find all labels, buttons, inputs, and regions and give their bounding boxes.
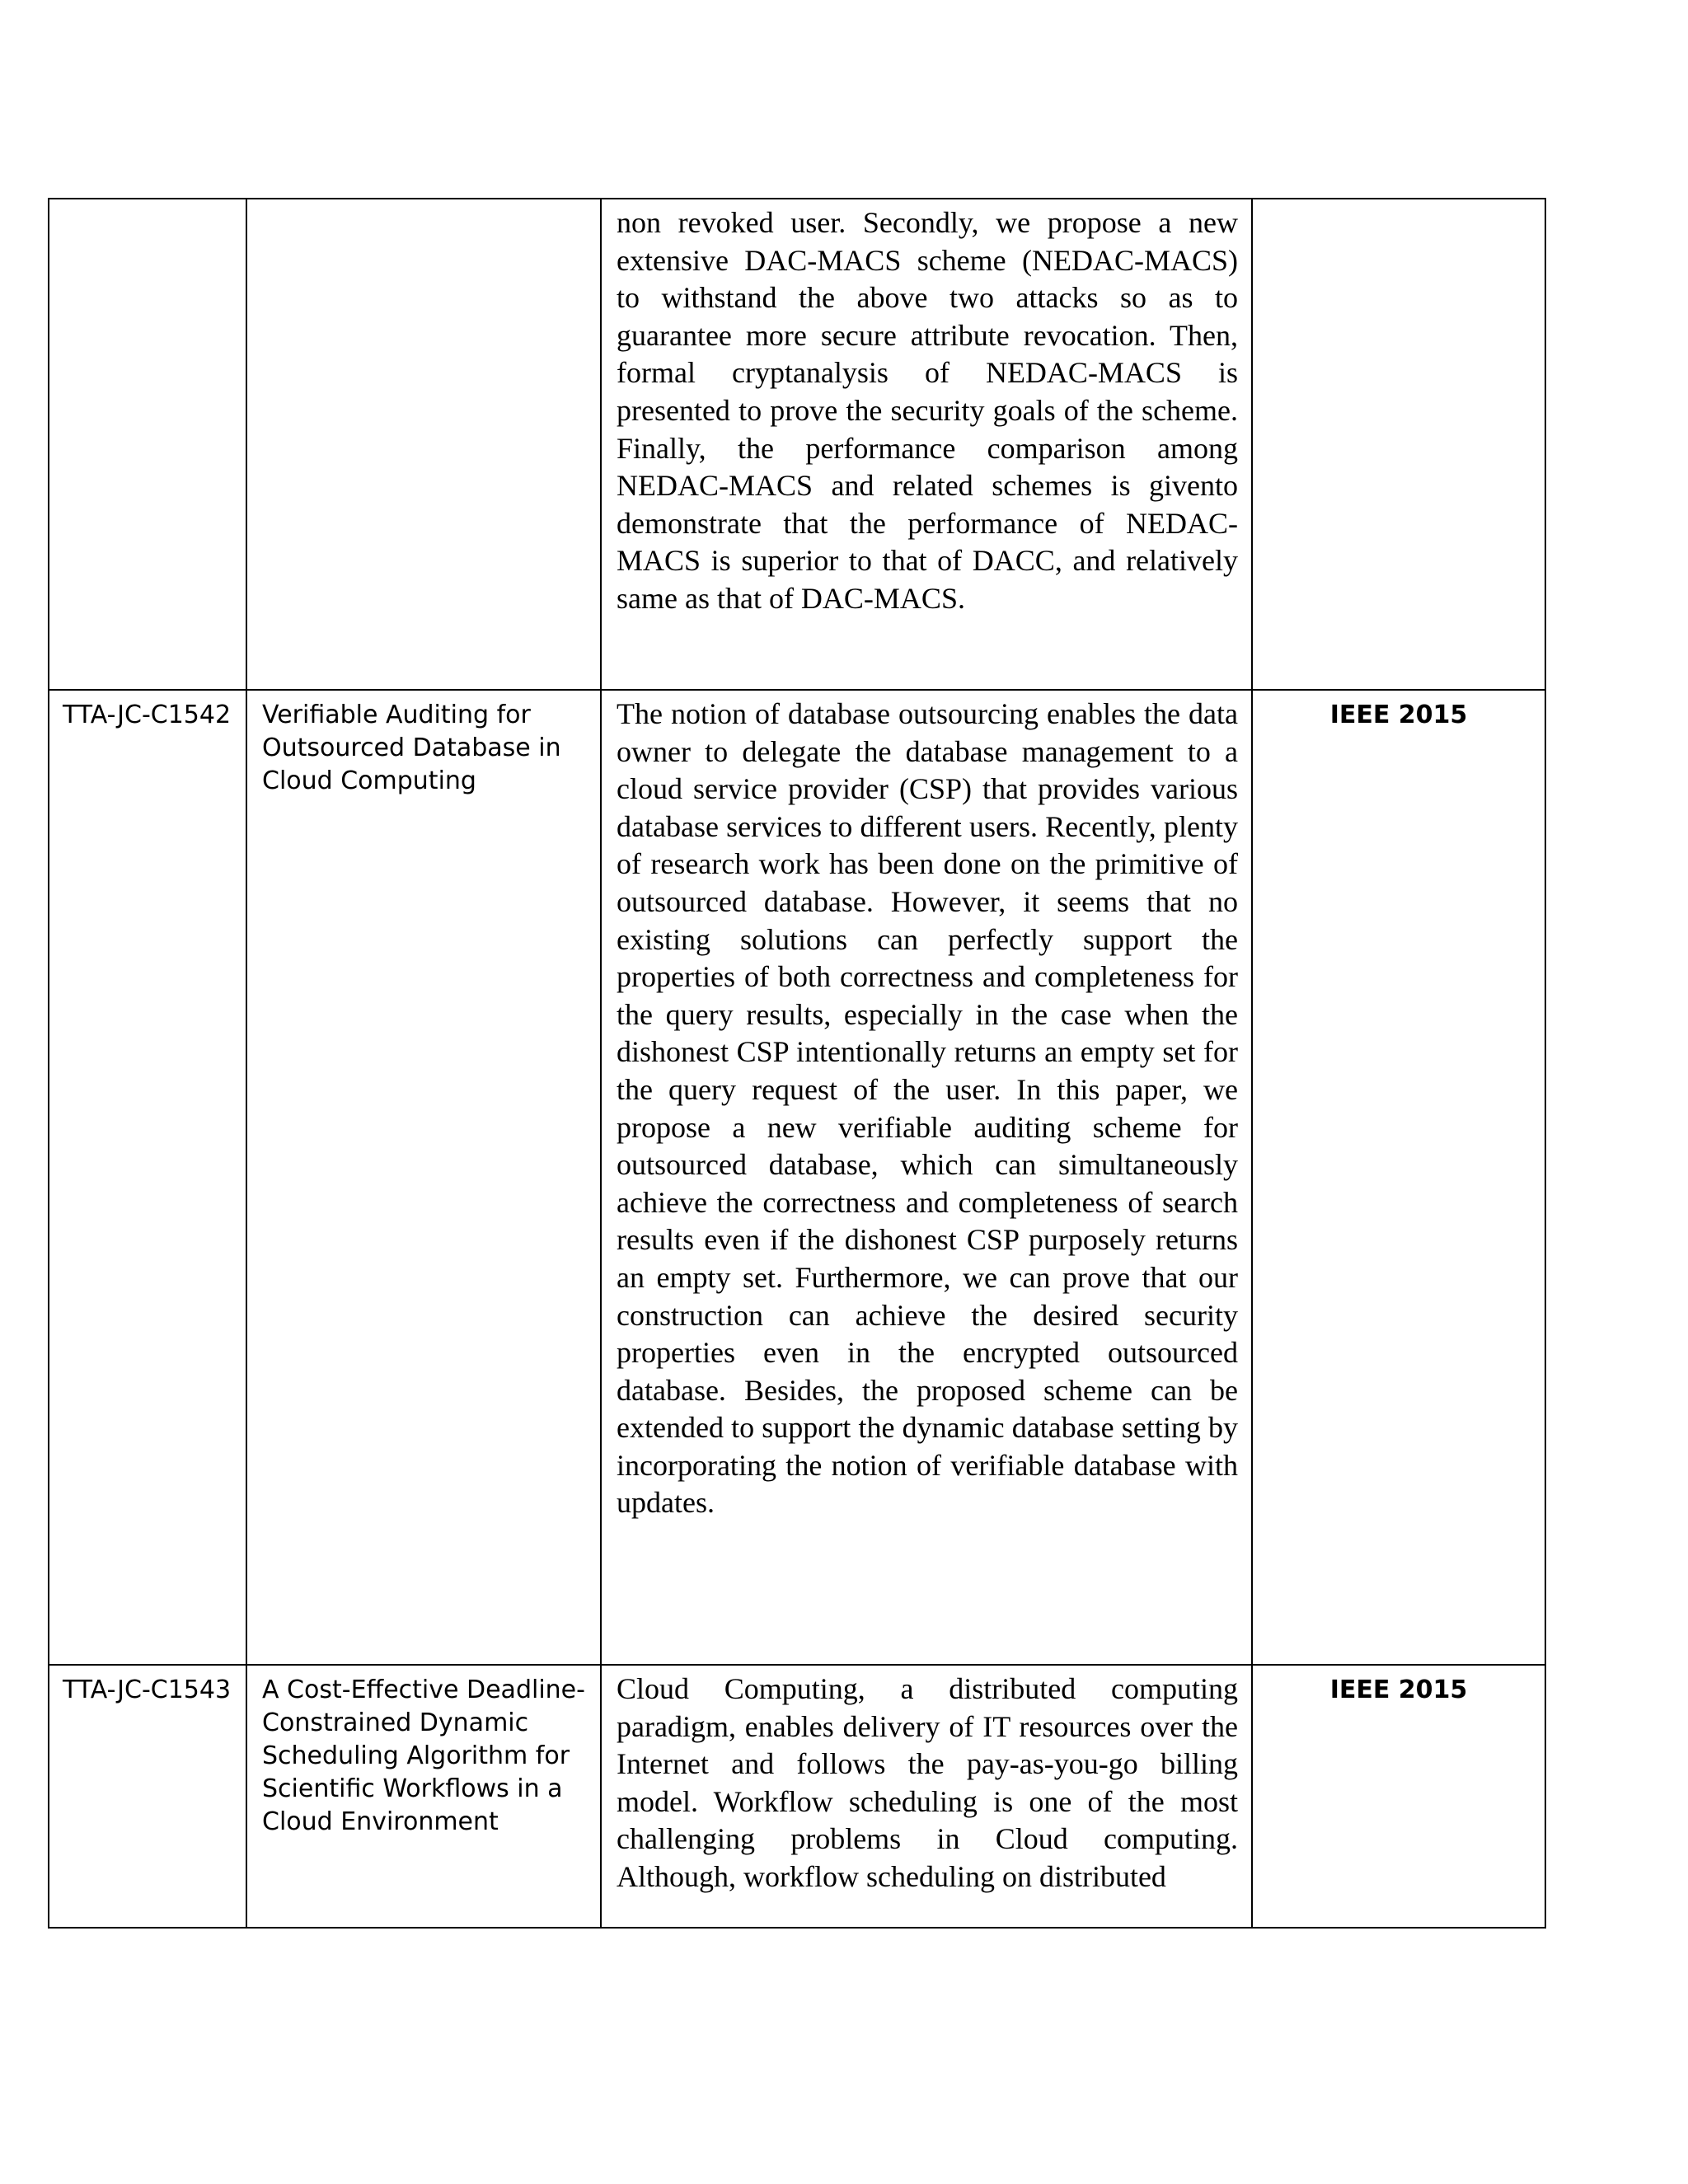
abstract-cell <box>601 690 1252 1665</box>
year-cell <box>1252 199 1545 690</box>
abstract-cell <box>601 1665 1252 1928</box>
project-title-cell <box>246 199 601 690</box>
project-abstract: The notion of database outsourcing enables the data owner to delegate the database management to a cloud service provider (CSP) that provides various database services to different users. Recently, plenty of research work has been done on the primitive of outsourced database. However, it seems that no existing solutions can perfectly support the properties of both correctness and completeness for the query results, especially in the case when the dishonest CSP intentionally returns an empty set for the query request of the user. In this paper, we propose a new verifiable auditing scheme for outsourced database, which can simultaneously achieve the correctness and completeness of search results even if the dishonest CSP purposely returns an empty set. Furthermore, we can prove that our construction can achieve the desired security properties even in the encrypted outsourced database. Besides, the proposed scheme can be extended to support the dynamic database setting by incorporating the notion of verifiable database with updates. <box>617 697 1238 1520</box>
project-abstract: non revoked user. Secondly, we propose a new extensive DAC-MACS scheme (NEDAC-MACS) to withstand the above two attacks so as to guarantee more secure attribute revocation. Then, formal cryptanalysis of NEDAC-MACS is presented to prove the security goals of the scheme. Finally, the performance comparison among NEDAC-MACS and related schemes is givento demonstrate that the performance of NEDAC-MACS is superior to that of DACC, and relatively same as that of DAC-MACS. <box>617 206 1238 615</box>
abstract-cell <box>601 199 1252 690</box>
year-cell <box>1252 1665 1545 1928</box>
year-cell <box>1252 690 1545 1665</box>
project-title: Verifiable Auditing for Outsourced Database in Cloud Computing <box>262 701 561 795</box>
project-table <box>48 198 1546 1929</box>
project-code: TTA-JC-C1543 <box>63 1675 232 1704</box>
project-title-cell <box>246 690 601 1665</box>
project-code-cell <box>49 199 246 690</box>
project-code-cell <box>49 690 246 1665</box>
project-code-cell <box>49 1665 246 1928</box>
project-code: TTA-JC-C1542 <box>63 701 232 729</box>
table-row <box>49 690 1545 1665</box>
project-title <box>247 199 600 208</box>
project-code <box>49 199 246 208</box>
project-table-page <box>48 198 1545 1929</box>
project-year: IEEE 2015 <box>1329 701 1468 729</box>
project-year <box>1253 199 1545 208</box>
project-abstract: Cloud Computing, a distributed computing paradigm, enables delivery of IT resources over the Internet and follows the pay-as-you-go billing model. Workflow scheduling is one of the most challenging problems in Cloud computing. Although, workflow scheduling on distributed <box>617 1672 1238 1893</box>
table-row <box>49 199 1545 690</box>
project-year: IEEE 2015 <box>1329 1675 1468 1704</box>
project-title-cell <box>246 1665 601 1928</box>
project-title: A Cost-Effective Deadline-Constrained Dynamic Scheduling Algorithm for Scientific Workflows in a Cloud Environment <box>262 1675 585 1836</box>
table-row <box>49 1665 1545 1928</box>
